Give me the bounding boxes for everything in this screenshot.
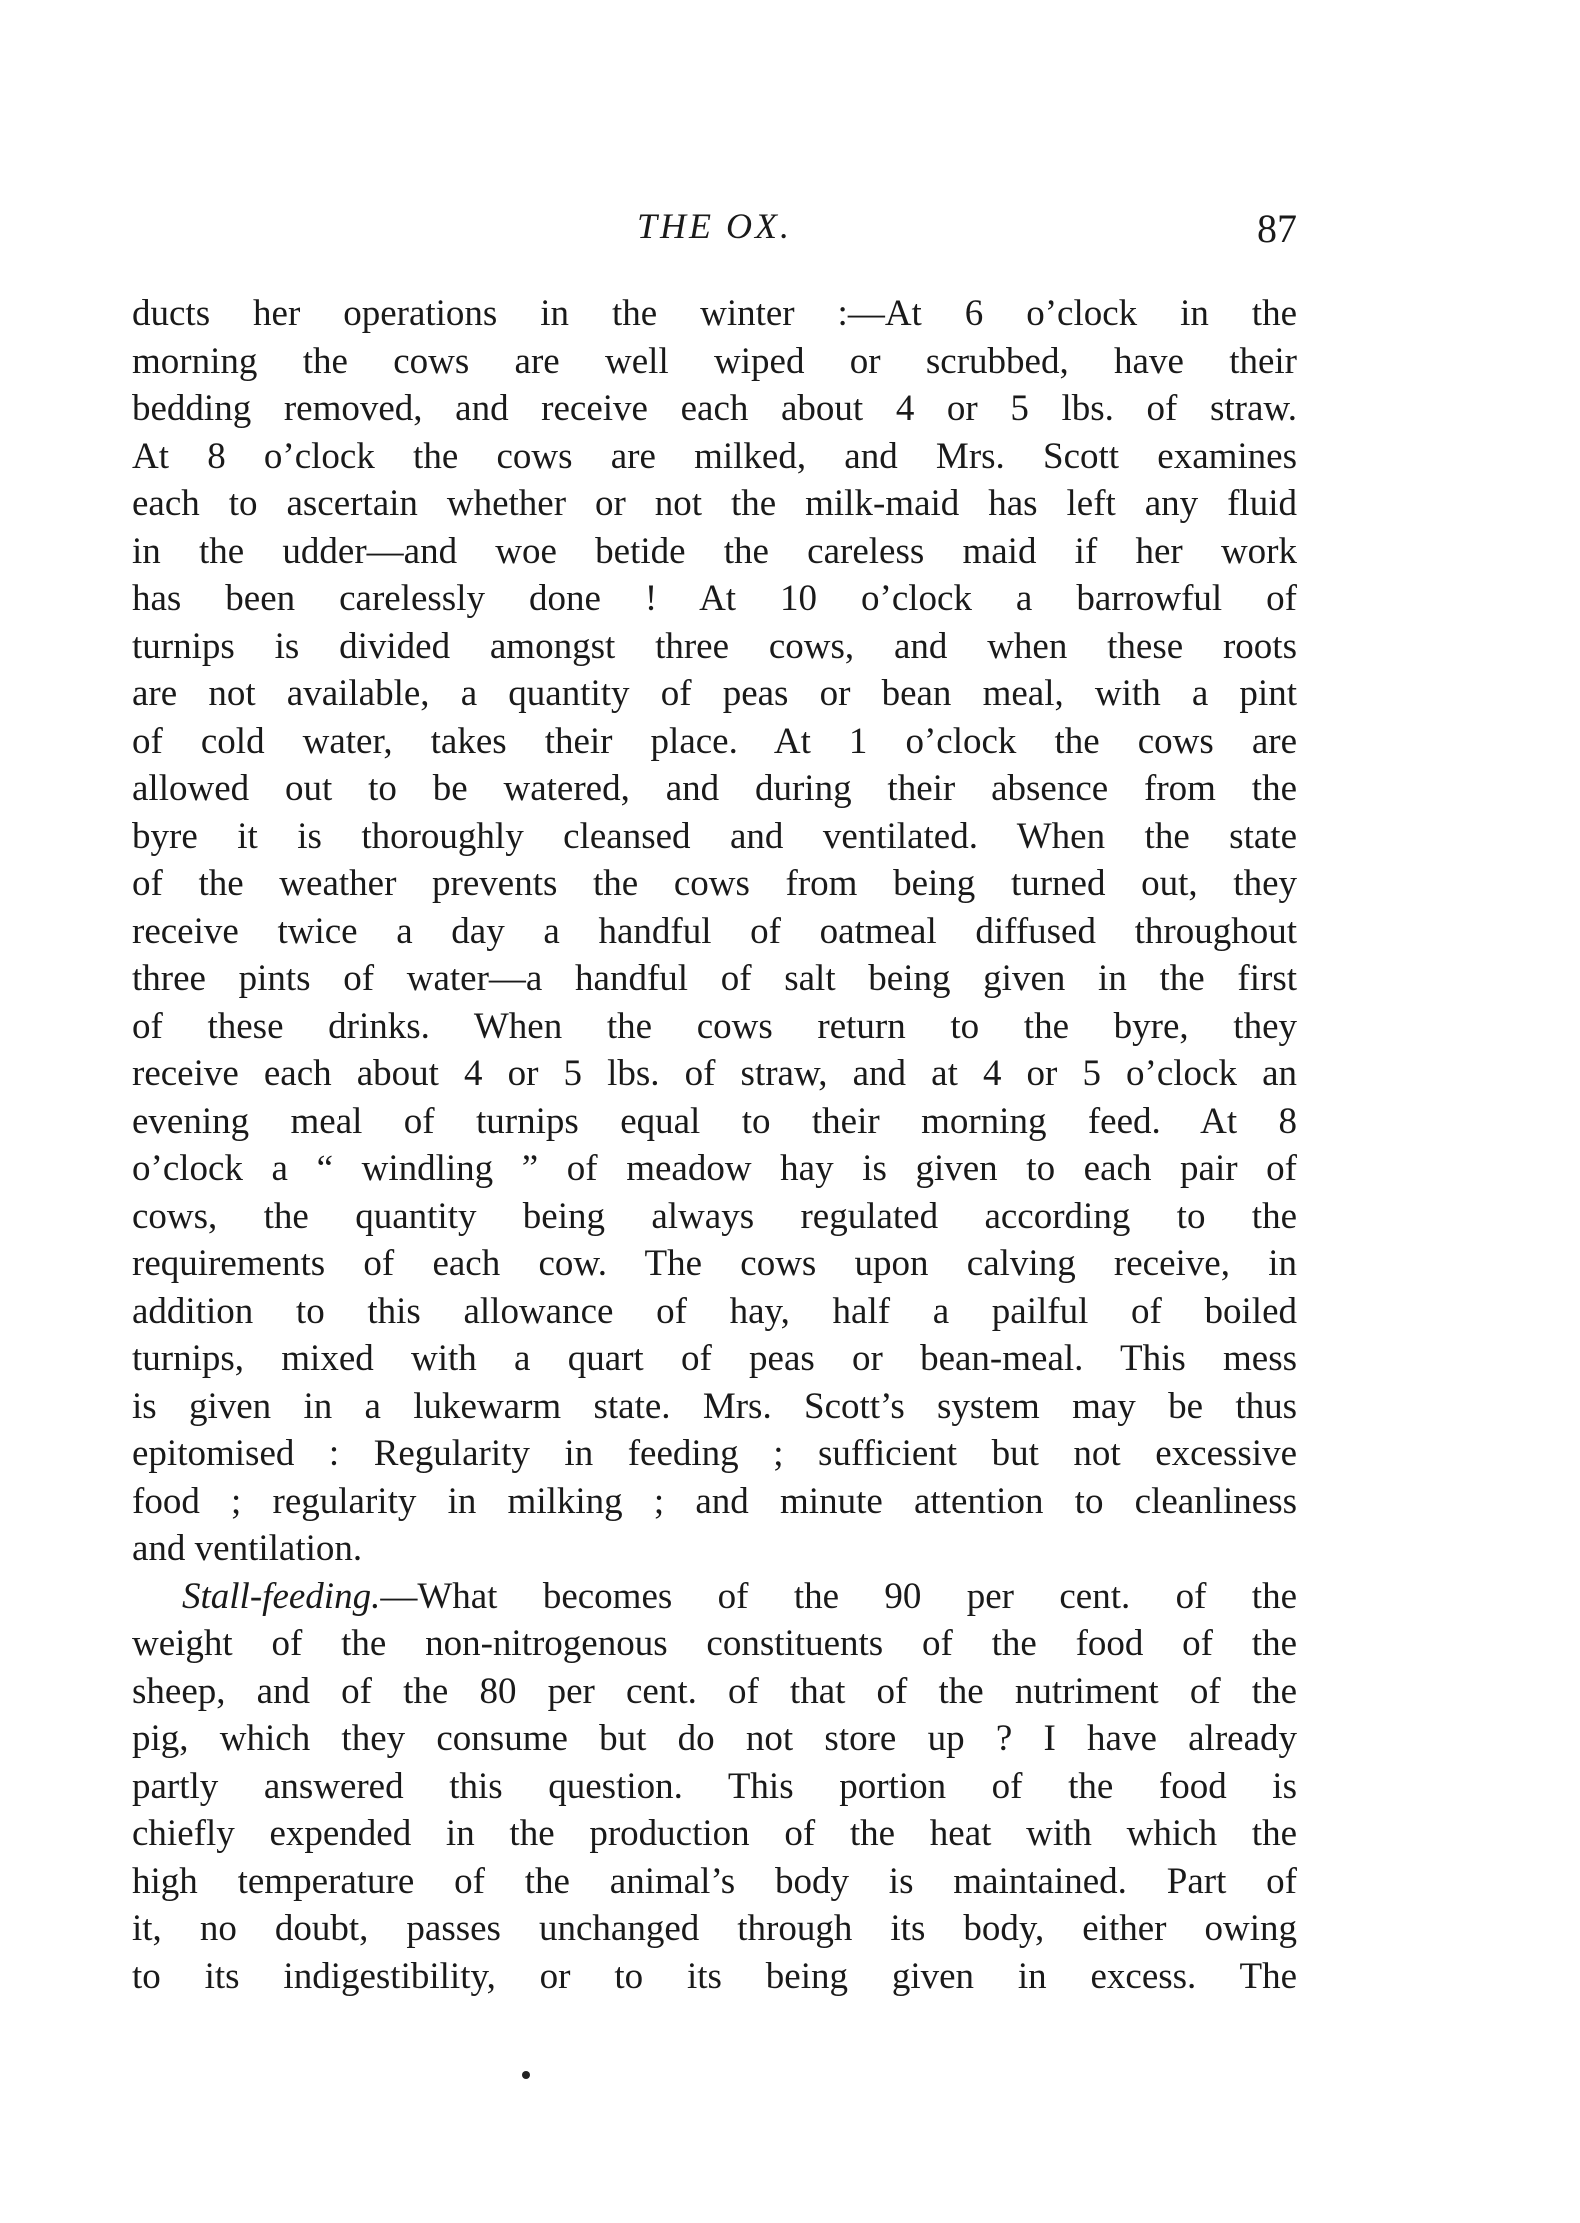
line-text: bedding removed, and receive each about 4 or 5 lbs. of straw. — [132, 388, 1297, 429]
line-text: chiefly expended in the production of the heat with which the — [132, 1813, 1297, 1854]
text-line — [132, 528, 1297, 576]
line-text: —What becomes of the 90 per cent. of the — [380, 1575, 1297, 1617]
line-text: each to ascertain whether or not the milk-maid has left any fluid — [132, 483, 1297, 524]
text-line — [132, 813, 1297, 861]
line-text: of the weather prevents the cows from being turned out, they — [132, 863, 1297, 904]
text-line — [132, 1905, 1297, 1953]
line-text: in the udder—and woe betide the careless maid if her work — [132, 530, 1297, 572]
line-text: pig, which they consume but do not store up ? I have already — [132, 1718, 1297, 1759]
text-line — [132, 860, 1297, 908]
line-text: partly answered this question. This portion of the food is — [132, 1765, 1297, 1807]
line-text: sheep, and of the 80 per cent. of that of the nutriment of the — [132, 1670, 1297, 1712]
text-line — [132, 1763, 1297, 1811]
text-line — [132, 1715, 1297, 1763]
line-text: of cold water, takes their place. At 1 o’clock the cows are — [132, 720, 1297, 762]
text-line — [132, 718, 1297, 766]
line-text: epitomised : Regularity in feeding ; sufficient but not excessive — [132, 1433, 1297, 1474]
text-line — [132, 1003, 1297, 1051]
text-line — [132, 433, 1297, 481]
text-line — [132, 908, 1297, 956]
line-text: high temperature of the animal’s body is maintained. Part of — [132, 1860, 1297, 1902]
text-line — [132, 1383, 1297, 1431]
line-text: ducts her operations in the winter :—At 6 o’clock in the — [132, 293, 1297, 334]
text-line — [132, 1858, 1297, 1906]
line-text: three pints of water—a handful of salt being given in the first — [132, 958, 1297, 999]
text-line — [132, 1620, 1297, 1668]
line-text: o’clock a “ windling ” of meadow hay is given to each pair of — [132, 1148, 1297, 1189]
text-line — [132, 670, 1297, 718]
text-line — [132, 1098, 1297, 1146]
line-text: morning the cows are well wiped or scrubbed, have their — [132, 340, 1297, 382]
line-text: of these drinks. When the cows return to the byre, they — [132, 1005, 1297, 1047]
text-line — [132, 765, 1297, 813]
text-line — [132, 623, 1297, 671]
line-text: to its indigestibility, or to its being given in excess. The — [132, 1955, 1297, 1997]
line-text: is given in a lukewarm state. Mrs. Scott’s system may be thus — [132, 1385, 1297, 1427]
text-line — [132, 1478, 1297, 1526]
ink-speck — [522, 2071, 530, 2079]
text-line — [132, 1193, 1297, 1241]
text-line — [132, 1953, 1297, 2001]
text-line — [132, 338, 1297, 386]
text-line — [132, 290, 1297, 338]
line-text: byre it is thoroughly cleansed and ventilated. When the state — [132, 815, 1297, 857]
text-line — [132, 1288, 1297, 1336]
line-text: evening meal of turnips equal to their morning feed. At 8 — [132, 1100, 1297, 1142]
text-line — [132, 480, 1297, 528]
line-text: turnips is divided amongst three cows, and when these roots — [132, 625, 1297, 667]
line-text: cows, the quantity being always regulated according to the — [132, 1195, 1297, 1237]
body-text — [132, 290, 1297, 2000]
line-text: it, no doubt, passes unchanged through its body, either owing — [132, 1908, 1297, 1949]
running-title: THE OX. — [637, 206, 792, 246]
line-text: requirements of each cow. The cows upon calving receive, in — [132, 1243, 1297, 1284]
line-text: receive twice a day a handful of oatmeal diffused throughout — [132, 910, 1297, 952]
text-line — [132, 1573, 1297, 1621]
line-text: receive each about 4 or 5 lbs. of straw, and at 4 or 5 o’clock an — [132, 1053, 1297, 1094]
line-text: has been carelessly done ! At 10 o’clock a barrowful of — [132, 578, 1297, 619]
text-line — [132, 575, 1297, 623]
line-text: At 8 o’clock the cows are milked, and Mrs. Scott examines — [132, 435, 1297, 477]
text-line — [132, 1050, 1297, 1098]
line-text: allowed out to be watered, and during their absence from the — [132, 768, 1297, 809]
text-line — [132, 1430, 1297, 1478]
text-line — [132, 1668, 1297, 1716]
text-line — [132, 1145, 1297, 1193]
line-text: turnips, mixed with a quart of peas or bean-meal. This mess — [132, 1338, 1297, 1379]
section-heading: Stall-feeding. — [182, 1575, 381, 1617]
line-text: are not available, a quantity of peas or bean meal, with a pint — [132, 673, 1297, 714]
text-line — [132, 1335, 1297, 1383]
page-header — [132, 205, 1297, 255]
text-line — [132, 1525, 1297, 1573]
line-text: and ventilation. — [132, 1528, 363, 1569]
text-line — [132, 385, 1297, 433]
text-line — [132, 955, 1297, 1003]
page-number: 87 — [1257, 206, 1297, 251]
text-line — [132, 1240, 1297, 1288]
line-text: addition to this allowance of hay, half a pailful of boiled — [132, 1290, 1297, 1332]
text-line — [132, 1810, 1297, 1858]
line-text: food ; regularity in milking ; and minute attention to cleanliness — [132, 1480, 1297, 1522]
line-text: weight of the non-nitrogenous constituents of the food of the — [132, 1623, 1297, 1664]
